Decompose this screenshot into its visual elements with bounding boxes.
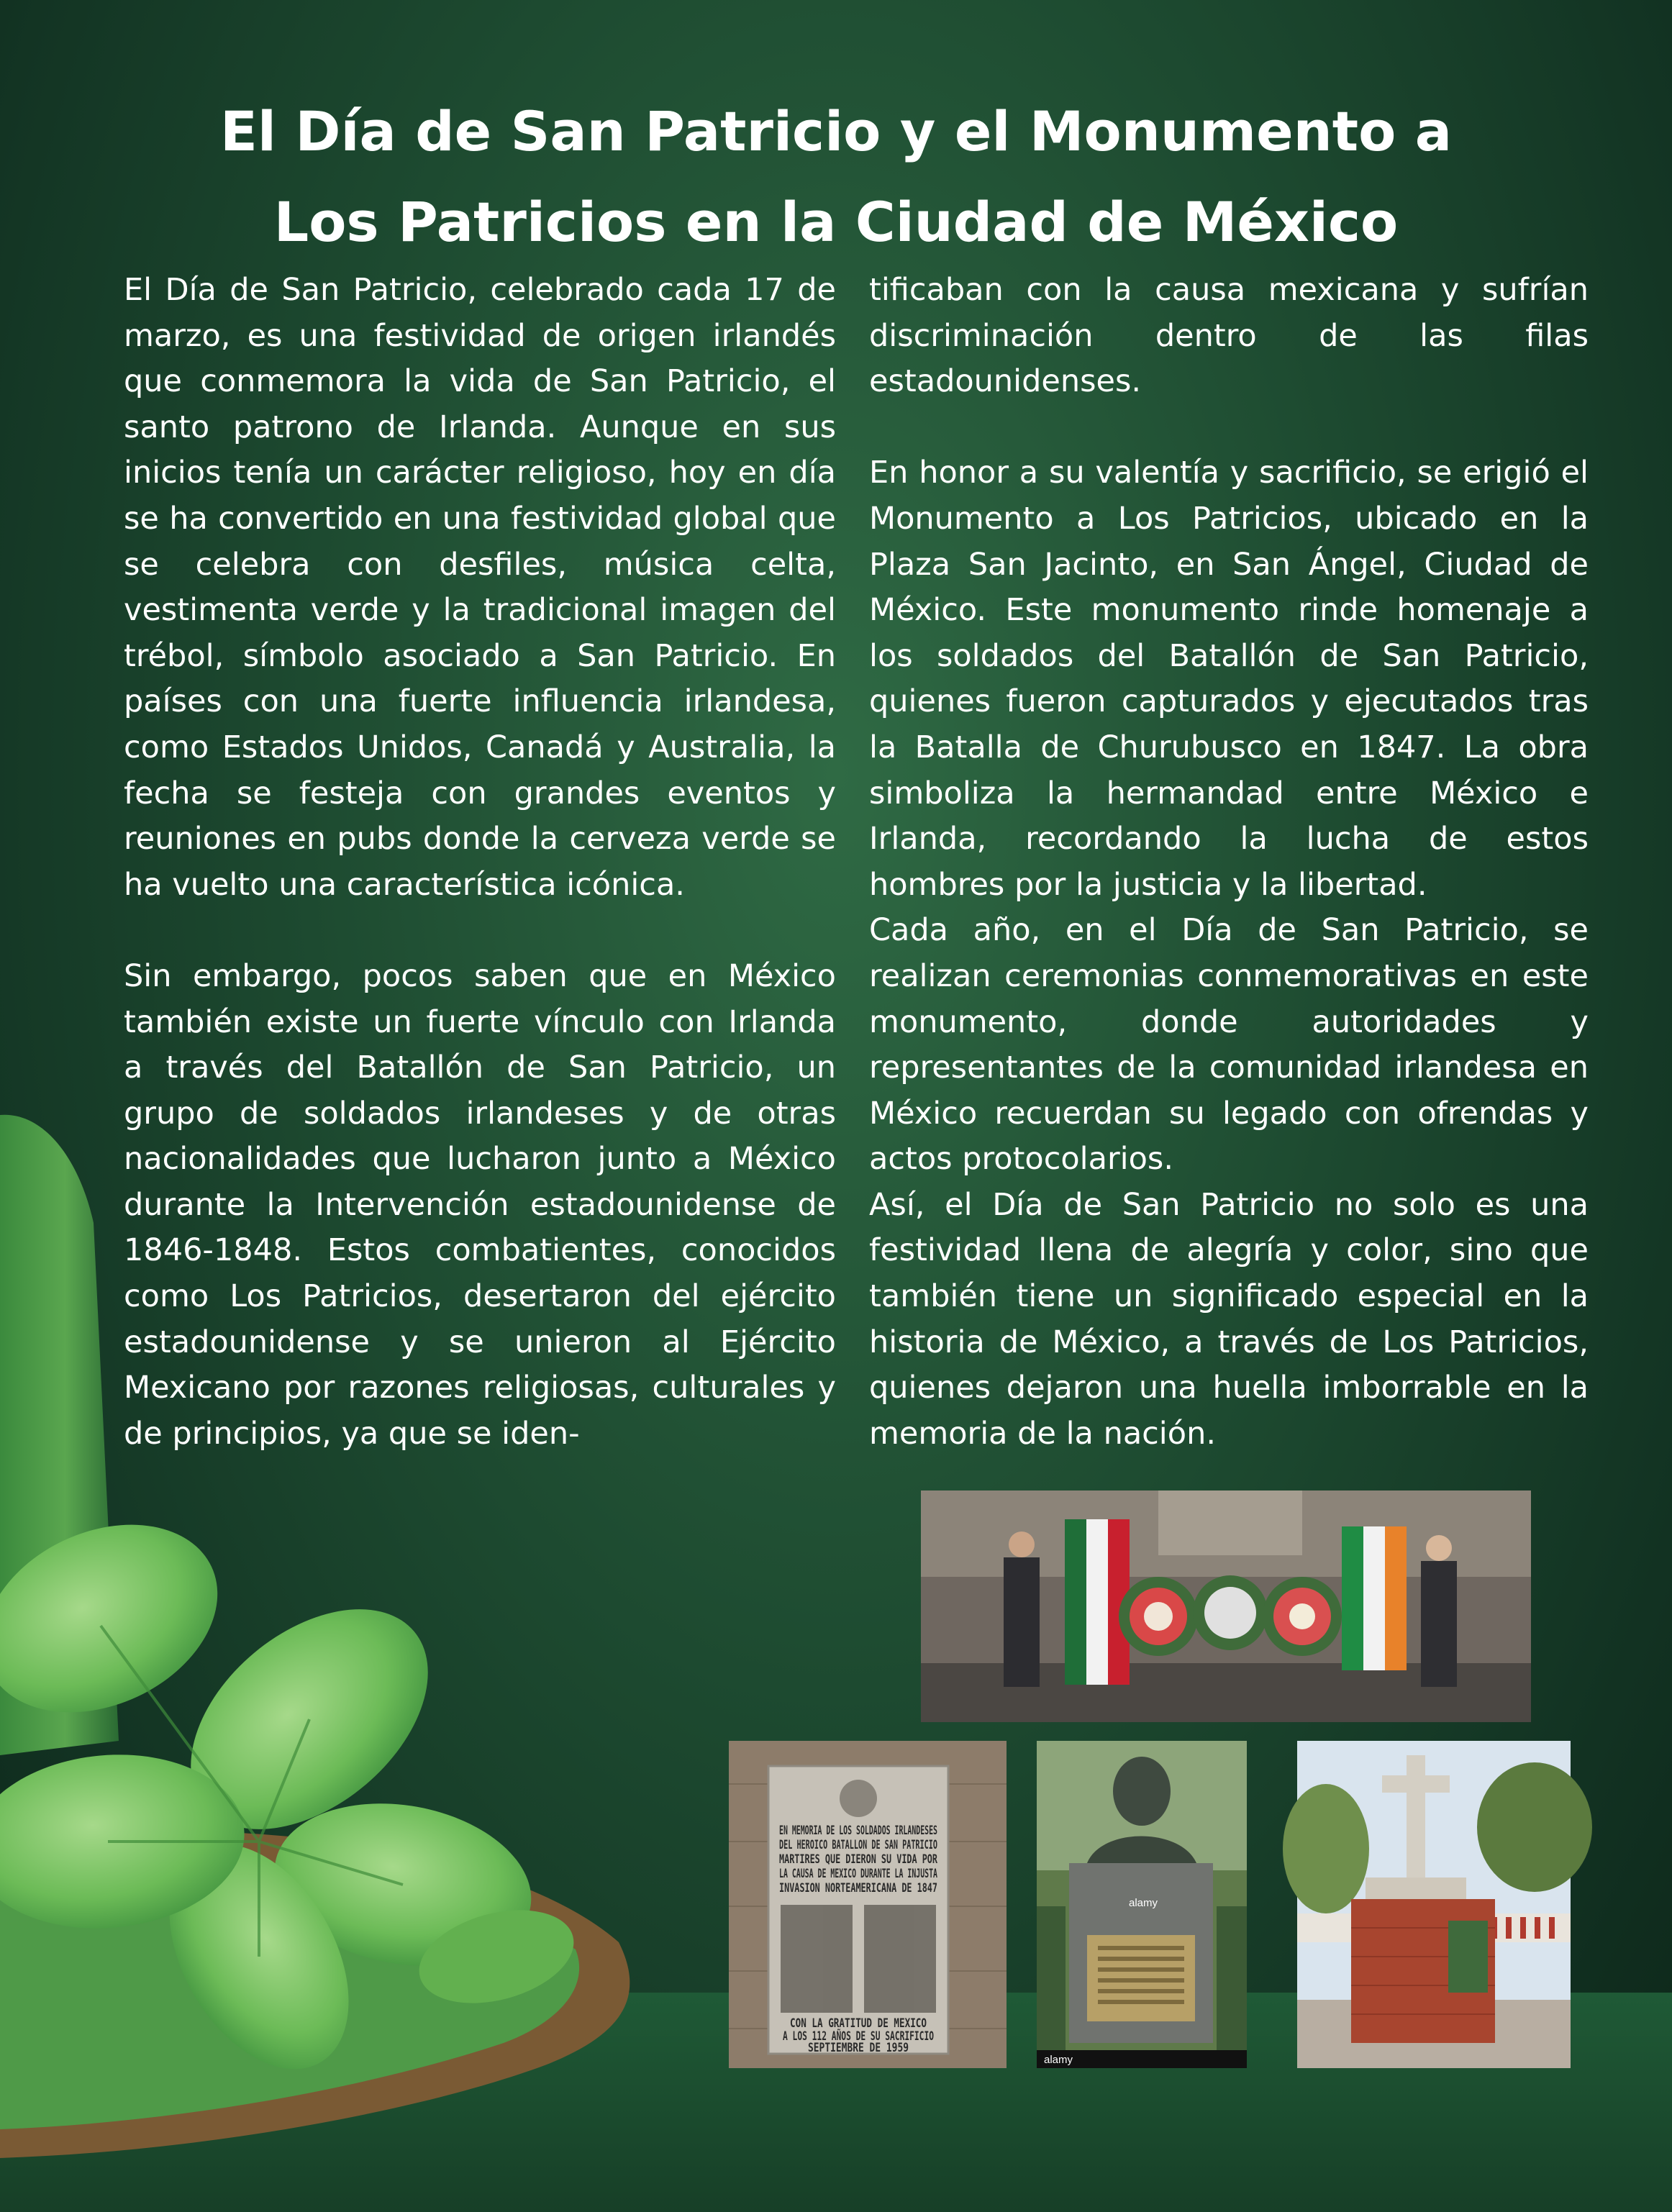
paragraph: Cada año, en el Día de San Patricio, se realizan ceremonias conmemorativas en este monumento, donde autoridades y representantes de la comunidad irlandesa en México recuerdan su legado con ofrendas y actos protocolarios. <box>869 912 1589 1178</box>
article-column-right <box>869 268 1589 1457</box>
plaque-line: EN MEMORIA DE LOS SOLDADOS IRLANDESES <box>779 1824 937 1838</box>
paragraph: El Día de San Patricio, celebrado cada 17 de marzo, es una festividad de origen irlandés que conmemora la vida de San Patricio, el santo patrono de Irlanda. Aunque en sus inicios tenía un carácter religioso, hoy en día se ha convertido en una festividad global que se celebra con desfiles, música celta, vestimenta verde y la tradicional imagen del trébol, símbolo asociado a San Patricio. En países con una fuerte influencia irlandesa, como Estados Unidos, Canadá y Australia, la fecha se festeja con grandes eventos y reuniones en pubs donde la cerveza verde se ha vuelto una característica icónica. <box>124 272 836 903</box>
plaque-line: LA CAUSA DE MEXICO DURANTE LA INJUSTA <box>779 1867 937 1881</box>
plaque-photo <box>729 1741 1012 2068</box>
page-title <box>0 86 1672 268</box>
article-column-left <box>124 268 836 1457</box>
paragraph: En honor a su valentía y sacrificio, se erigió el Monumento a Los Patricios, ubicado en la Plaza San Jacinto, en San Ángel, Ciudad de México. Este monumento rinde homenaje a los soldados del Batallón de San Patricio, quienes fueron capturados y ejecutados tras la Batalla de Churubusco en 1847. La obra simboliza la hermandad entre México e Irlanda, recordando la lucha de estos hombres por la justicia y la libertad. <box>869 455 1589 903</box>
paragraph: Así, el Día de San Patricio no solo es una festividad llena de alegría y color, sino que también tiene un significado especial en la historia de México, a través de Los Patricios, quienes dejaron una huella imborrable en la memoria de la nación. <box>869 1186 1589 1452</box>
plaque-line: MARTIRES QUE DIERON SU VIDA POR <box>779 1852 938 1867</box>
flag-mexico-icon <box>1065 1519 1130 1685</box>
paragraph: tificaban con la causa mexicana y sufrían discriminación dentro de las filas estadounidenses. <box>869 272 1589 400</box>
bust-photo <box>1037 1741 1247 2068</box>
plaque-footer-line: CON LA GRATITUD DE MEXICO <box>790 2016 927 2031</box>
cross-monument-photo <box>1297 1741 1571 2068</box>
plaque-line: INVASION NORTEAMERICANA DE 1847 <box>779 1881 937 1895</box>
watermark-text: alamy <box>1044 2054 1073 2066</box>
plaque-footer-line: A LOS 112 AÑOS DE SU SACRIFICIO <box>783 2029 1012 2044</box>
flag-ireland-icon <box>1342 1526 1407 1670</box>
ceremony-photo <box>921 1490 1531 1722</box>
watermark-text: alamy <box>1129 1897 1158 1909</box>
wreath-icon <box>1119 1575 1342 1656</box>
plaque-line: DEL HEROICO BATALLON DE SAN PATRICIO <box>779 1838 937 1852</box>
plaque-footer-line: SEPTIEMBRE DE 1959 <box>808 2041 909 2055</box>
title-line-1: El Día de San Patricio y el Monumento a <box>219 99 1453 163</box>
title-line-2: Los Patricios en la Ciudad de México <box>273 190 1399 254</box>
paragraph: Sin embargo, pocos saben que en México también existe un fuerte vínculo con Irlanda a través del Batallón de San Patricio, un grupo de soldados irlandeses y de otras nacionalidades que lucharon junto a México durante la Intervención estadounidense de 1846-1848. Estos combatientes, conocidos como Los Patricios, desertaron del ejército estadounidense y se unieron al Ejército Mexicano por razones religiosas, culturales y de principios, ya que se iden- <box>124 957 836 1452</box>
